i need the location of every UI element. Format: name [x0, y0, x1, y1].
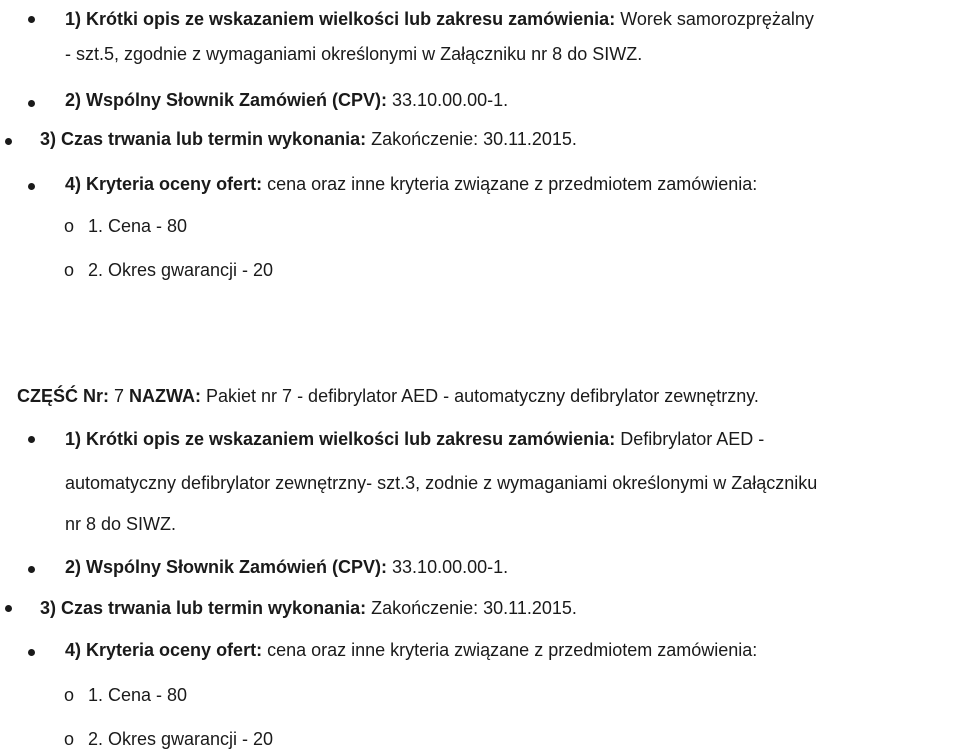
- list-item-description-continued: automatyczny defibrylator zewnętrzny- szt.3, zodnie z wymaganiami określonymi w Załączniku: [65, 473, 818, 493]
- bullet-icon: [5, 138, 12, 145]
- list-item-cpv: [65, 556, 508, 578]
- item-label: 4) Kryteria oceny ofert:: [65, 640, 263, 660]
- bullet-icon: [28, 100, 35, 107]
- bullet-icon: [28, 183, 35, 190]
- part-number-label: CZĘŚĆ Nr:: [17, 386, 110, 406]
- sub-bullet-marker: o: [64, 260, 75, 280]
- bullet-icon: [28, 436, 35, 443]
- bullet-icon: [28, 566, 35, 573]
- part-name-value: Pakiet nr 7 - defibrylator AED - automatyczny defibrylator zewnętrzny.: [201, 386, 759, 406]
- item-label: 1) Krótki opis ze wskazaniem wielkości lub zakresu zamówienia:: [65, 429, 616, 449]
- sub-bullet-marker: o: [64, 729, 75, 749]
- list-item-duration: [40, 128, 577, 150]
- item-value: 33.10.00.00-1.: [387, 557, 509, 577]
- criterion-item: 2. Okres gwarancji - 20: [88, 260, 274, 280]
- item-value: Zakończenie: 30.11.2015.: [366, 129, 577, 149]
- item-value: 33.10.00.00-1.: [387, 90, 509, 110]
- list-item-cpv: [65, 89, 508, 111]
- sub-bullet-marker: o: [64, 216, 75, 236]
- item-label: 4) Kryteria oceny ofert:: [65, 174, 263, 194]
- item-label: 3) Czas trwania lub termin wykonania:: [40, 598, 367, 618]
- item-label: 1) Krótki opis ze wskazaniem wielkości lub zakresu zamówienia:: [65, 9, 616, 29]
- criterion-item: 1. Cena - 80: [88, 216, 188, 236]
- item-label: 2) Wspólny Słownik Zamówień (CPV):: [65, 557, 388, 577]
- criterion-item: 2. Okres gwarancji - 20: [88, 729, 274, 749]
- bullet-icon: [28, 649, 35, 656]
- list-item-description-continued: nr 8 do SIWZ.: [65, 514, 177, 534]
- part-name-label: NAZWA:: [129, 386, 202, 406]
- part-header: [17, 385, 759, 407]
- item-value: cena oraz inne kryteria związane z przedmiotem zamówienia:: [262, 174, 758, 194]
- part-number-value: 7: [109, 386, 130, 406]
- list-item-duration: [40, 597, 577, 619]
- item-label: 3) Czas trwania lub termin wykonania:: [40, 129, 367, 149]
- item-value: cena oraz inne kryteria związane z przedmiotem zamówienia:: [262, 640, 758, 660]
- list-item-description-continued: - szt.5, zgodnie z wymaganiami określonymi w Załączniku nr 8 do SIWZ.: [65, 44, 643, 64]
- bullet-icon: [5, 605, 12, 612]
- sub-bullet-marker: o: [64, 685, 75, 705]
- list-item-description: [65, 8, 814, 30]
- list-item-description: [65, 428, 764, 450]
- item-value: Defibrylator AED -: [615, 429, 765, 449]
- item-value: Zakończenie: 30.11.2015.: [366, 598, 577, 618]
- list-item-criteria: [65, 173, 757, 195]
- item-value: Worek samorozprężalny: [615, 9, 814, 29]
- bullet-icon: [28, 16, 35, 23]
- item-label: 2) Wspólny Słownik Zamówień (CPV):: [65, 90, 388, 110]
- list-item-criteria: [65, 639, 757, 661]
- criterion-item: 1. Cena - 80: [88, 685, 188, 705]
